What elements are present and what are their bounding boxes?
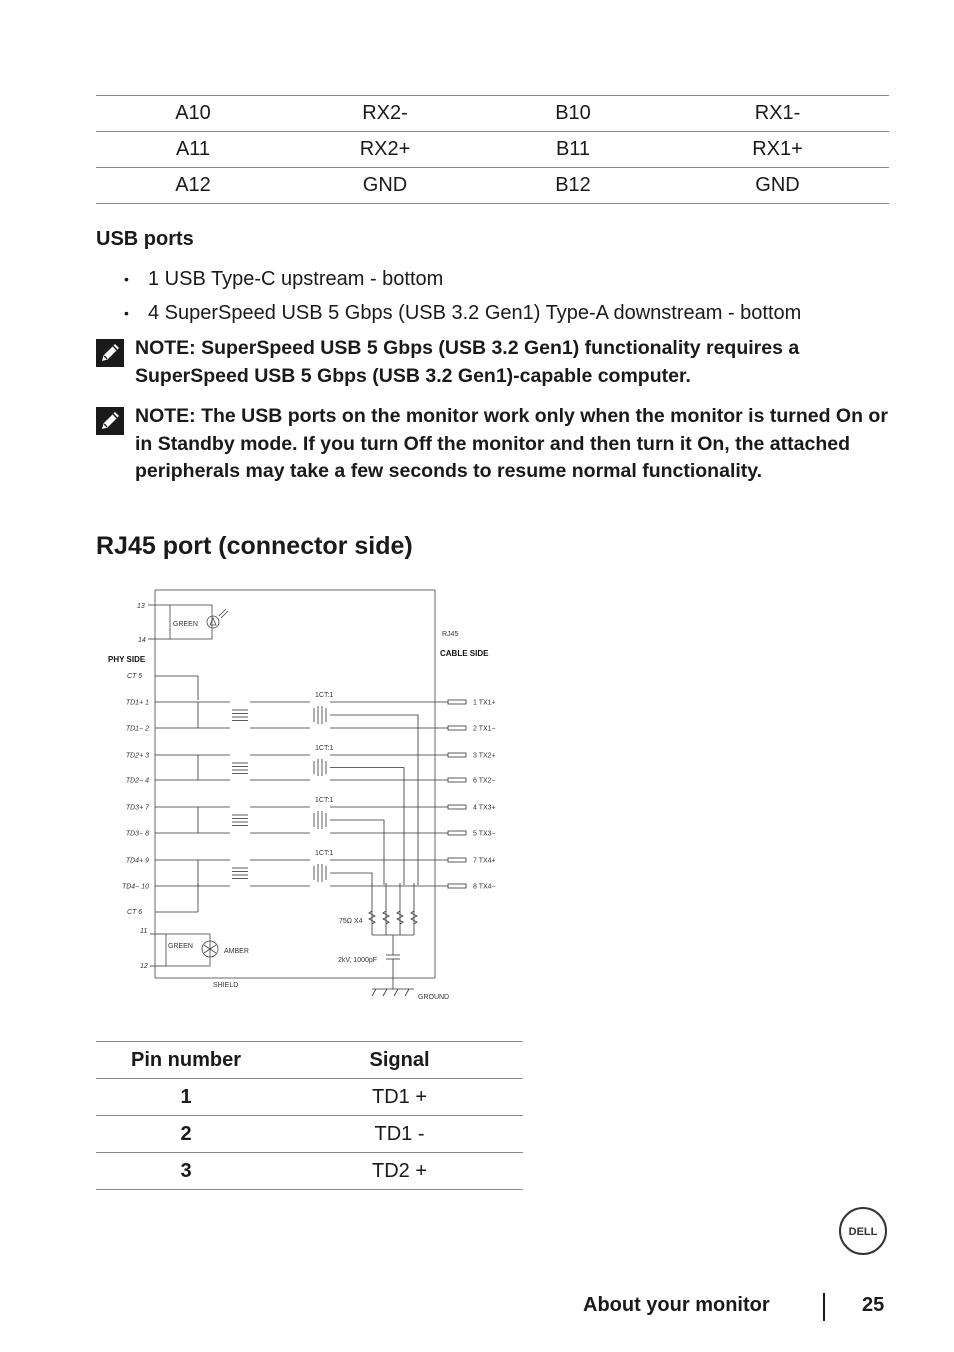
table-cell: TD1 + [276, 1079, 523, 1116]
footer-section-title: About your monitor [583, 1294, 770, 1316]
phy-pin-label: TD1− 2 [125, 725, 149, 733]
table-cell: RX2+ [290, 132, 480, 168]
rj45-pin-signal-table [96, 1041, 523, 1190]
page-number: 25 [862, 1294, 885, 1316]
table-cell: B10 [480, 96, 666, 132]
list-item-text: 1 USB Type-C upstream - bottom [148, 268, 444, 290]
table-row [96, 1079, 523, 1116]
cable-pin-label: 1 TX1+ [473, 699, 496, 707]
table-cell: A10 [96, 96, 290, 132]
center-tap-line [330, 768, 404, 886]
phy-pin-label: TD3− 8 [125, 830, 149, 838]
pencil-note-icon [96, 339, 124, 367]
dell-logo-text: DELL [848, 1226, 878, 1238]
bullet-icon: • [124, 271, 129, 287]
table-cell: B11 [480, 132, 666, 168]
table-cell: TD1 - [276, 1116, 523, 1153]
table-row [96, 1153, 523, 1190]
table-cell: RX1+ [666, 132, 889, 168]
rj45-heading: RJ45 port (connector side) [96, 532, 413, 560]
bullet-icon: • [124, 305, 129, 321]
ct6-label: CT 6 [127, 909, 143, 916]
signal-lines [122, 692, 496, 891]
cable-pin-label: 6 TX2− [473, 777, 496, 785]
table-cell: 1 [96, 1079, 276, 1116]
table-cell: A12 [96, 168, 290, 204]
pin11-label: 11 [140, 928, 148, 935]
column-header: Signal [276, 1042, 523, 1079]
footer-divider [823, 1293, 825, 1321]
module-outline [155, 590, 435, 978]
phy-pin-label: TD4− 10 [121, 883, 149, 891]
center-tap-line [330, 820, 384, 885]
phy-pin-label: TD2+ 3 [125, 752, 149, 760]
ct5-label: CT 5 [127, 673, 143, 680]
table-cell: 3 [96, 1153, 276, 1190]
rj45-label: RJ45 [442, 631, 459, 638]
table-cell: GND [290, 168, 480, 204]
list-item-text: 4 SuperSpeed USB 5 Gbps (USB 3.2 Gen1) Type-A downstream - bottom [148, 302, 802, 324]
ground-label: GROUND [418, 994, 450, 1001]
note-text: NOTE: SuperSpeed USB 5 Gbps (USB 3.2 Gen1) functionality requires a SuperSpeed USB 5 Gbps (USB 3.2 Gen1)-capable computer. [135, 337, 800, 387]
usb-ports-list [120, 262, 801, 330]
phy-pin-label: TD1+ 1 [125, 699, 149, 707]
transformer-label: 1CT:1 [315, 797, 334, 804]
cable-pin-label: 4 TX3+ [473, 804, 496, 812]
table-cell: B12 [480, 168, 666, 204]
rj45-schematic [100, 585, 520, 1005]
note-usb-power [96, 403, 891, 486]
table-cell: GND [666, 168, 889, 204]
pin-assignment-table [96, 95, 889, 204]
cable-pin-label: 5 TX3− [473, 830, 496, 838]
shield-label: SHIELD [213, 982, 239, 989]
table-row [96, 1116, 523, 1153]
pin12-label: 12 [140, 963, 148, 970]
cable-pin-stub [448, 884, 466, 888]
cable-pin-label: 8 TX4− [473, 883, 496, 891]
transformer-label: 1CT:1 [315, 850, 334, 857]
table-row [96, 96, 889, 132]
dell-logo [838, 1206, 888, 1256]
table-cell: RX2- [290, 96, 480, 132]
cable-pin-stub [448, 726, 466, 730]
table-row [96, 168, 889, 204]
phy-pin-label: TD4+ 9 [125, 857, 149, 865]
pin13-label: 13 [137, 603, 145, 610]
phy-side-label: PHY SIDE [108, 655, 146, 664]
table-cell: TD2 + [276, 1153, 523, 1190]
amber-label: AMBER [224, 948, 249, 955]
note-text: NOTE: The USB ports on the monitor work only when the monitor is turned On or in Standby mode. If you turn Off the monitor and then turn it On, the attached peripherals may take a few seconds to resume normal functionality. [135, 405, 888, 482]
green-amber-led [150, 934, 218, 966]
list-item [120, 296, 801, 330]
list-item [120, 262, 801, 296]
resistor-label: 75Ω X4 [339, 918, 363, 925]
capacitor-label: 2kV, 1000pF [338, 957, 378, 964]
transformer-label: 1CT:1 [315, 745, 334, 752]
pencil-note-icon [96, 407, 124, 435]
cable-pin-stub [448, 700, 466, 704]
center-tap-line [330, 873, 372, 885]
cable-pin-stub [448, 753, 466, 757]
center-tap-line [330, 715, 418, 885]
transformer-label: 1CT:1 [315, 692, 334, 699]
phy-pin-label: TD3+ 7 [125, 804, 149, 812]
table-header-row [96, 1042, 523, 1079]
table-cell: 2 [96, 1116, 276, 1153]
cable-pin-stub [448, 778, 466, 782]
cable-pin-label: 3 TX2+ [473, 752, 496, 760]
table-cell: A11 [96, 132, 290, 168]
phy-pin-label: TD2− 4 [125, 777, 149, 785]
column-header: Pin number [96, 1042, 276, 1079]
cable-pin-stub [448, 831, 466, 835]
table-row [96, 132, 889, 168]
note-superspeed [96, 335, 891, 390]
cable-pin-label: 7 TX4+ [473, 857, 496, 865]
cable-side-label: CABLE SIDE [440, 649, 489, 658]
cable-pin-stub [448, 805, 466, 809]
usb-ports-heading: USB ports [96, 228, 194, 250]
termination-network [369, 883, 417, 996]
cable-pin-stub [448, 858, 466, 862]
green-top-label: GREEN [173, 621, 198, 628]
table-cell: RX1- [666, 96, 889, 132]
green-bottom-label: GREEN [168, 943, 193, 950]
cable-pin-label: 2 TX1− [473, 725, 496, 733]
pin14-label: 14 [138, 637, 146, 644]
